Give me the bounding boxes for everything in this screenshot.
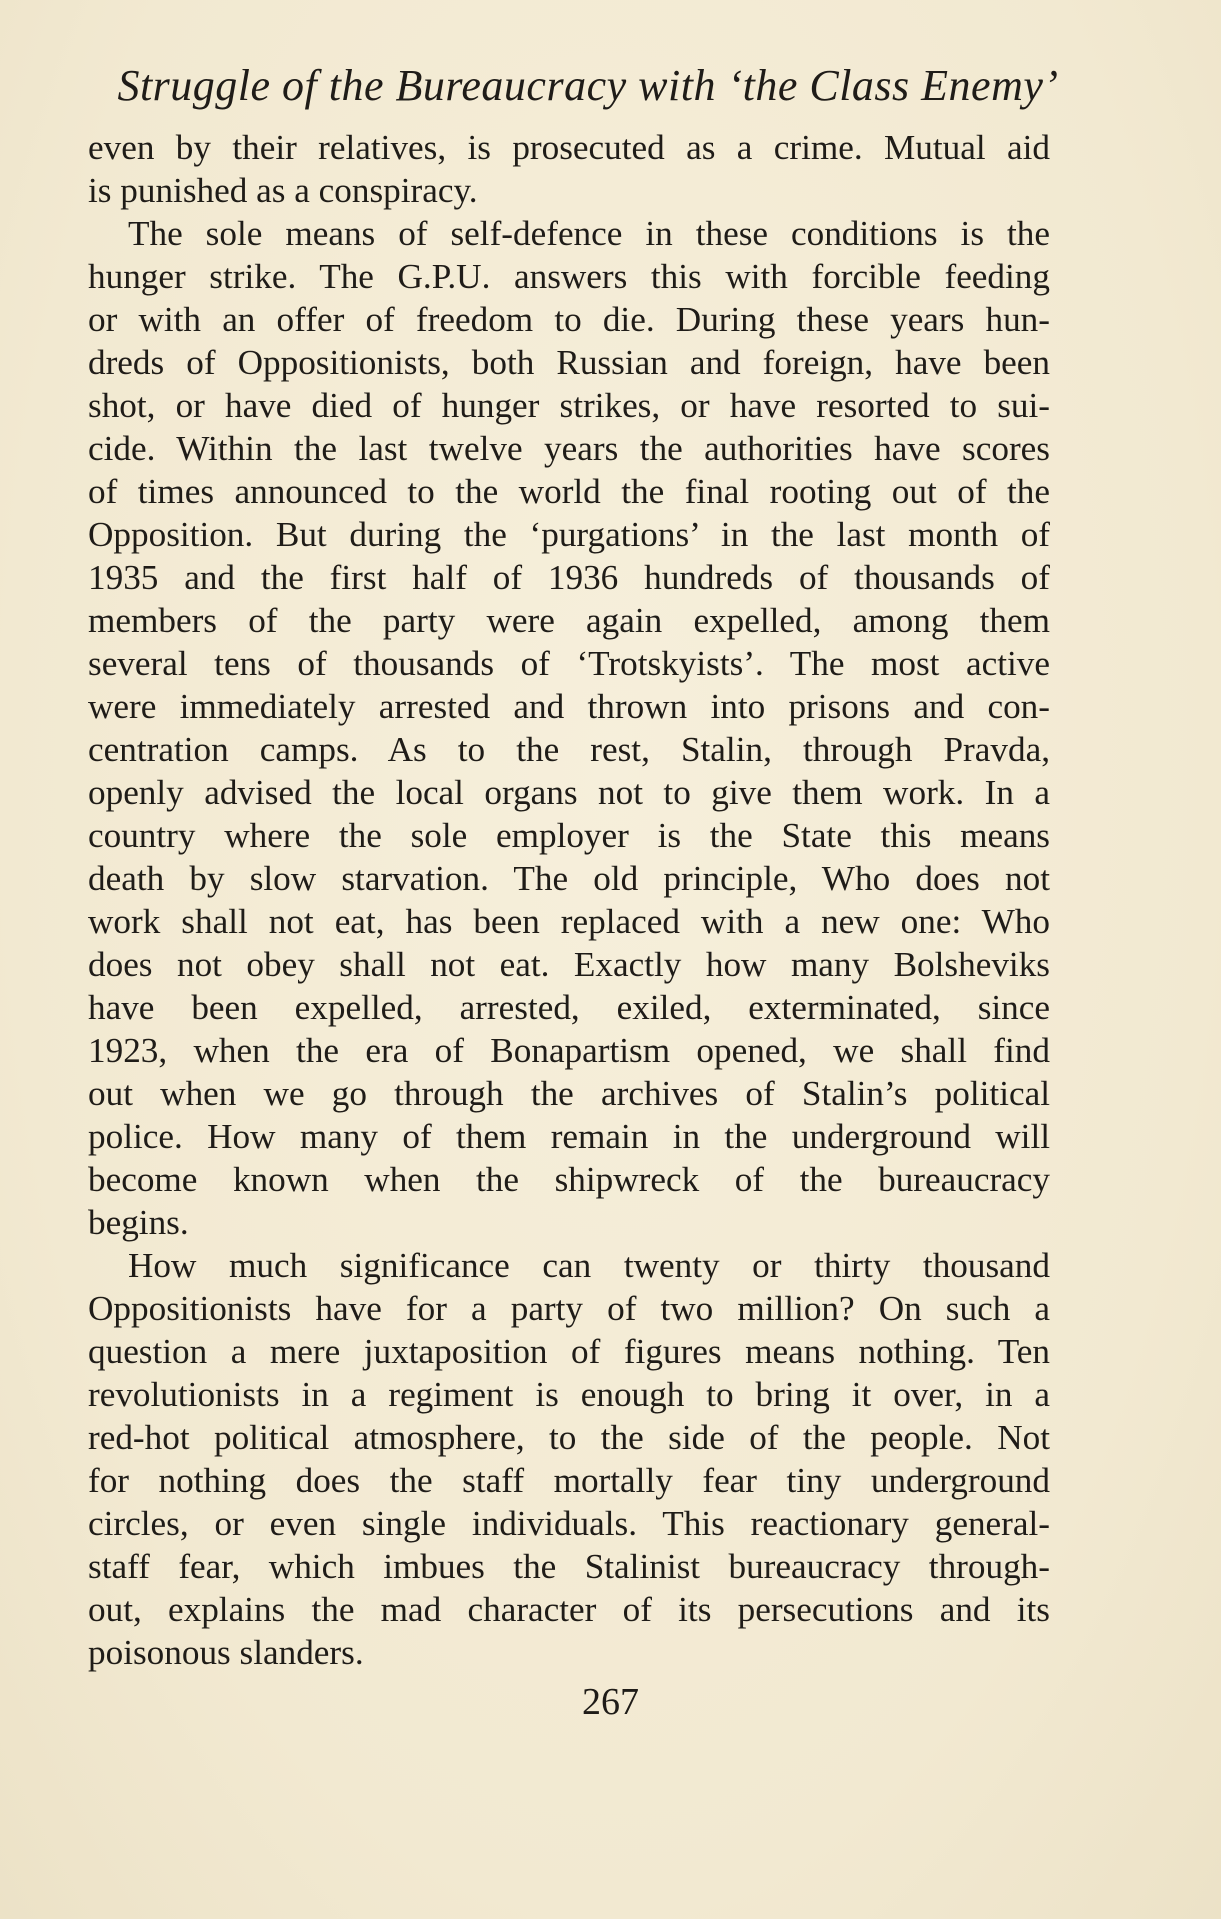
text-line: police. How many of them remain in the underground will: [88, 1117, 1050, 1156]
text-line: Oppositionists have for a party of two million? On such a: [88, 1289, 1050, 1328]
text-line: country where the sole employer is the State this means: [88, 816, 1050, 855]
text-line: The sole means of self-defence in these conditions is the: [128, 214, 1050, 253]
text-line: 1935 and the first half of 1936 hundreds of thousands of: [88, 558, 1050, 597]
text-line: does not obey shall not eat. Exactly how many Bolsheviks: [88, 945, 1050, 984]
text-line: even by their relatives, is prosecuted as a crime. Mutual aid: [88, 128, 1050, 167]
text-line: openly advised the local organs not to give them work. In a: [88, 773, 1050, 812]
text-line: cide. Within the last twelve years the authorities have scores: [88, 429, 1050, 468]
text-line: members of the party were again expelled, among them: [88, 601, 1050, 640]
running-head: Struggle of the Bureaucracy with ‘the Class Enemy’: [117, 61, 1059, 110]
text-line: centration camps. As to the rest, Stalin, through Pravda,: [88, 730, 1050, 769]
text-line: were immediately arrested and thrown into prisons and con-: [88, 687, 1050, 726]
text-line: for nothing does the staff mortally fear tiny underground: [88, 1461, 1050, 1500]
text-line: question a mere juxtaposition of figures means nothing. Ten: [88, 1332, 1050, 1371]
text-line: circles, or even single individuals. This reactionary general-: [88, 1504, 1050, 1543]
text-line: or with an offer of freedom to die. During these years hun-: [88, 300, 1050, 339]
text-line: death by slow starvation. The old principle, Who does not: [88, 859, 1050, 898]
text-line: out when we go through the archives of Stalin’s political: [88, 1074, 1050, 1113]
text-line: hunger strike. The G.P.U. answers this with forcible feeding: [88, 257, 1050, 296]
text-line: dreds of Oppositionists, both Russian and foreign, have been: [88, 343, 1050, 382]
text-line: work shall not eat, has been replaced with a new one: Who: [88, 902, 1050, 941]
text-line: staff fear, which imbues the Stalinist bureaucracy through-: [88, 1547, 1050, 1586]
text-line: Opposition. But during the ‘purgations’ in the last month of: [88, 515, 1050, 554]
text-line: shot, or have died of hunger strikes, or have resorted to sui-: [88, 386, 1050, 425]
text-line: revolutionists in a regiment is enough to bring it over, in a: [88, 1375, 1050, 1414]
text-line: is punished as a conspiracy.: [88, 171, 478, 210]
text-line: red-hot political atmosphere, to the side of the people. Not: [88, 1418, 1050, 1457]
body-text: [88, 126, 1050, 1674]
text-line: become known when the shipwreck of the bureaucracy: [88, 1160, 1050, 1199]
text-line: 1923, when the era of Bonapartism opened, we shall find: [88, 1031, 1050, 1070]
text-line: several tens of thousands of ‘Trotskyists’. The most active: [88, 644, 1050, 683]
text-line: have been expelled, arrested, exiled, exterminated, since: [88, 988, 1050, 1027]
text-line: begins.: [88, 1203, 189, 1242]
text-line: out, explains the mad character of its persecutions and its: [88, 1590, 1050, 1629]
text-line: poisonous slanders.: [88, 1633, 364, 1672]
text-line: How much significance can twenty or thirty thousand: [128, 1246, 1050, 1285]
page-number: 267: [582, 1681, 639, 1723]
text-line: of times announced to the world the final rooting out of the: [88, 472, 1050, 511]
